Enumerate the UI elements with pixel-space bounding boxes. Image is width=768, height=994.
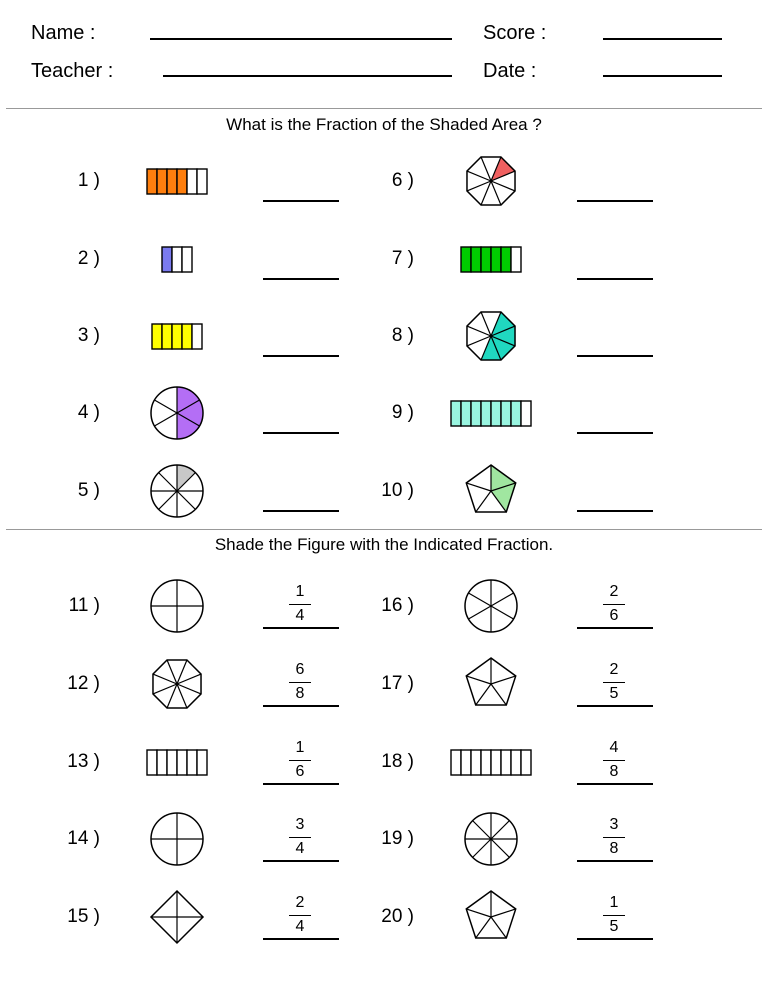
target-fraction bbox=[594, 816, 634, 858]
name-label: Name : bbox=[31, 22, 96, 44]
answer-line[interactable] bbox=[577, 938, 653, 940]
problem-10-pentagon-figure bbox=[463, 463, 519, 519]
problem-number: 14 ) bbox=[67, 828, 100, 849]
target-fraction bbox=[280, 583, 320, 625]
section2-title: Shade the Figure with the Indicated Fraction. bbox=[214, 535, 554, 554]
fraction-bar bbox=[603, 760, 625, 761]
answer-line[interactable] bbox=[263, 627, 339, 629]
fraction-denominator: 8 bbox=[609, 763, 619, 780]
target-fraction bbox=[280, 816, 320, 858]
answer-line[interactable] bbox=[263, 705, 339, 707]
problem-number: 8 ) bbox=[391, 325, 414, 346]
fraction-bar bbox=[289, 682, 311, 683]
fraction-bar bbox=[603, 604, 625, 605]
fraction-denominator: 8 bbox=[295, 685, 305, 702]
answer-line[interactable] bbox=[577, 278, 653, 280]
problem-6-octagon-figure bbox=[463, 153, 519, 209]
problem-1-circle-figure bbox=[149, 578, 205, 634]
problem-4-circle-figure bbox=[149, 811, 205, 867]
answer-line[interactable] bbox=[577, 627, 653, 629]
divider-top bbox=[6, 108, 762, 109]
problem-9-circle-figure bbox=[463, 811, 519, 867]
fraction-numerator: 2 bbox=[609, 661, 619, 678]
problem-number: 20 ) bbox=[381, 906, 414, 927]
problem-number: 3 ) bbox=[77, 325, 100, 346]
fraction-denominator: 5 bbox=[609, 685, 619, 702]
problem-2-octagon-figure bbox=[149, 656, 205, 712]
fraction-bar bbox=[603, 837, 625, 838]
fraction-bar bbox=[603, 915, 625, 916]
problem-number: 6 ) bbox=[391, 170, 414, 191]
teacher-field[interactable] bbox=[163, 75, 452, 77]
fraction-bar bbox=[603, 682, 625, 683]
answer-line[interactable] bbox=[577, 200, 653, 202]
target-fraction bbox=[594, 894, 634, 936]
score-label: Score : bbox=[483, 22, 547, 44]
problem-9-rectangle-figure bbox=[450, 400, 532, 427]
fraction-denominator: 4 bbox=[295, 840, 305, 857]
fraction-denominator: 6 bbox=[609, 607, 619, 624]
problem-number: 15 ) bbox=[67, 906, 100, 927]
fraction-numerator: 3 bbox=[609, 816, 619, 833]
fraction-numerator: 4 bbox=[609, 739, 619, 756]
problem-5-circle-figure bbox=[149, 463, 205, 519]
answer-line[interactable] bbox=[577, 783, 653, 785]
answer-line[interactable] bbox=[263, 432, 339, 434]
problem-3-rectangle-figure bbox=[146, 749, 208, 776]
fraction-bar bbox=[289, 760, 311, 761]
problem-number: 10 ) bbox=[381, 480, 414, 501]
fraction-denominator: 5 bbox=[609, 918, 619, 935]
problem-3-rectangle-figure bbox=[151, 323, 203, 350]
problem-4-circle-figure bbox=[149, 385, 205, 441]
date-label: Date : bbox=[483, 60, 537, 82]
problem-number: 4 ) bbox=[77, 402, 100, 423]
problem-number: 2 ) bbox=[77, 248, 100, 269]
fraction-numerator: 1 bbox=[295, 583, 305, 600]
target-fraction bbox=[280, 661, 320, 703]
problem-10-pentagon-figure bbox=[463, 889, 519, 945]
problem-8-octagon-figure bbox=[463, 308, 519, 364]
problem-5-diamond-figure bbox=[149, 889, 205, 945]
fraction-numerator: 1 bbox=[295, 739, 305, 756]
answer-line[interactable] bbox=[263, 860, 339, 862]
target-fraction bbox=[594, 583, 634, 625]
problem-number: 18 ) bbox=[381, 751, 414, 772]
fraction-denominator: 4 bbox=[295, 607, 305, 624]
answer-line[interactable] bbox=[263, 200, 339, 202]
fraction-bar bbox=[289, 915, 311, 916]
problem-7-rectangle-figure bbox=[460, 246, 522, 273]
fraction-numerator: 2 bbox=[295, 894, 305, 911]
problem-number: 19 ) bbox=[381, 828, 414, 849]
date-field[interactable] bbox=[603, 75, 722, 77]
target-fraction bbox=[594, 739, 634, 781]
target-fraction bbox=[280, 894, 320, 936]
problem-number: 1 ) bbox=[77, 170, 100, 191]
answer-line[interactable] bbox=[263, 783, 339, 785]
problem-number: 7 ) bbox=[391, 248, 414, 269]
problem-7-pentagon-figure bbox=[463, 656, 519, 712]
target-fraction bbox=[280, 739, 320, 781]
section1-title: What is the Fraction of the Shaded Area ? bbox=[226, 115, 542, 134]
problem-number: 16 ) bbox=[381, 595, 414, 616]
problem-number: 9 ) bbox=[391, 402, 414, 423]
name-field[interactable] bbox=[150, 38, 452, 40]
fraction-numerator: 6 bbox=[295, 661, 305, 678]
problem-6-circle-figure bbox=[463, 578, 519, 634]
problem-number: 5 ) bbox=[77, 480, 100, 501]
answer-line[interactable] bbox=[577, 355, 653, 357]
problem-8-rectangle-figure bbox=[450, 749, 532, 776]
fraction-numerator: 1 bbox=[609, 894, 619, 911]
problem-number: 12 ) bbox=[67, 673, 100, 694]
answer-line[interactable] bbox=[263, 278, 339, 280]
answer-line[interactable] bbox=[263, 510, 339, 512]
answer-line[interactable] bbox=[577, 860, 653, 862]
answer-line[interactable] bbox=[263, 938, 339, 940]
answer-line[interactable] bbox=[577, 432, 653, 434]
fraction-numerator: 3 bbox=[295, 816, 305, 833]
problem-number: 13 ) bbox=[67, 751, 100, 772]
problem-1-rectangle-figure bbox=[146, 168, 208, 195]
fraction-denominator: 6 bbox=[295, 763, 305, 780]
problem-2-rectangle-figure bbox=[161, 246, 193, 273]
problem-number: 11 ) bbox=[68, 595, 100, 616]
fraction-bar bbox=[289, 604, 311, 605]
target-fraction bbox=[594, 661, 634, 703]
divider-middle bbox=[6, 529, 762, 530]
fraction-bar bbox=[289, 837, 311, 838]
answer-line[interactable] bbox=[263, 355, 339, 357]
score-field[interactable] bbox=[603, 38, 722, 40]
fraction-denominator: 8 bbox=[609, 840, 619, 857]
teacher-label: Teacher : bbox=[31, 60, 114, 82]
answer-line[interactable] bbox=[577, 510, 653, 512]
problem-number: 17 ) bbox=[381, 673, 414, 694]
fraction-numerator: 2 bbox=[609, 583, 619, 600]
fraction-denominator: 4 bbox=[295, 918, 305, 935]
answer-line[interactable] bbox=[577, 705, 653, 707]
